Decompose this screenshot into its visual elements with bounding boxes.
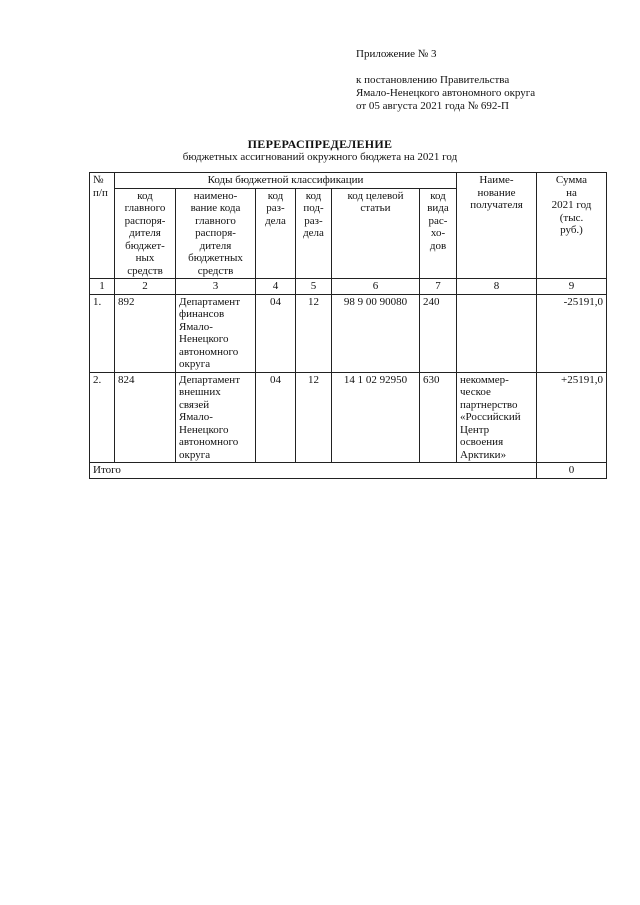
row-num: 1.: [90, 294, 115, 372]
row-section: 04: [256, 372, 296, 463]
column-number-row: [90, 279, 607, 295]
document-title: ПЕРЕРАСПРЕДЕЛЕНИЕ: [247, 137, 393, 151]
appendix-block: [356, 48, 535, 113]
column-number: 2: [115, 279, 176, 295]
column-number: 7: [420, 279, 457, 295]
appendix-region: Ямало-Ненецкого автономного округа: [356, 87, 536, 99]
appendix-number: Приложение № 3: [356, 48, 437, 60]
header-target: код целевой статьи: [332, 188, 420, 279]
header-chief-code: код главного распоря- дителя бюджет- ных средств: [115, 188, 176, 279]
appendix-gap: [356, 61, 535, 74]
row-chief-code: 892: [115, 294, 176, 372]
row-target: 98 9 00 90080: [332, 294, 420, 372]
header-subsection: код под- раз- дела: [296, 188, 332, 279]
total-label: Итого: [90, 463, 537, 479]
row-recipient: некоммер- ческое партнерство «Российский Центр освоения Арктики»: [457, 372, 537, 463]
row-chief-name: Департамент финансов Ямало- Ненецкого автономного округа: [176, 294, 256, 372]
row-sum: -25191,0: [537, 294, 607, 372]
header-expense-type: код вида рас- хо- дов: [420, 188, 457, 279]
row-target: 14 1 02 92950: [332, 372, 420, 463]
row-chief-code: 824: [115, 372, 176, 463]
header-chief-name: наимено- вание кода главного распоря- дителя бюджетных средств: [176, 188, 256, 279]
header-num: № п/п: [90, 173, 115, 279]
table-row: [90, 372, 607, 463]
header-sum: Сумма на 2021 год (тыс. руб.): [537, 173, 607, 279]
column-number: 8: [457, 279, 537, 295]
column-number: 6: [332, 279, 420, 295]
row-num: 2.: [90, 372, 115, 463]
column-number: 1: [90, 279, 115, 295]
row-chief-name: Департамент внешних связей Ямало- Ненецкого автономного округа: [176, 372, 256, 463]
row-subsection: 12: [296, 294, 332, 372]
total-value: 0: [537, 463, 607, 479]
appendix-date: от 05 августа 2021 года № 692-П: [356, 100, 509, 112]
header-row-group: [90, 173, 607, 189]
total-row: [90, 463, 607, 479]
row-recipient: [457, 294, 537, 372]
row-expense-type: 630: [420, 372, 457, 463]
row-sum: +25191,0: [537, 372, 607, 463]
row-expense-type: 240: [420, 294, 457, 372]
row-subsection: 12: [296, 372, 332, 463]
header-classification-group: Коды бюджетной классификации: [115, 173, 457, 189]
row-section: 04: [256, 294, 296, 372]
budget-table: [89, 172, 607, 479]
column-number: 5: [296, 279, 332, 295]
column-number: 4: [256, 279, 296, 295]
table-row: [90, 294, 607, 372]
header-section: код раз- дела: [256, 188, 296, 279]
appendix-resolution: к постановлению Правительства: [356, 74, 510, 86]
column-number: 3: [176, 279, 256, 295]
document-subtitle: бюджетных ассигнований окружного бюджета на 2021 год: [182, 151, 458, 163]
header-recipient: Наиме- нование получателя: [457, 173, 537, 279]
column-number: 9: [537, 279, 607, 295]
